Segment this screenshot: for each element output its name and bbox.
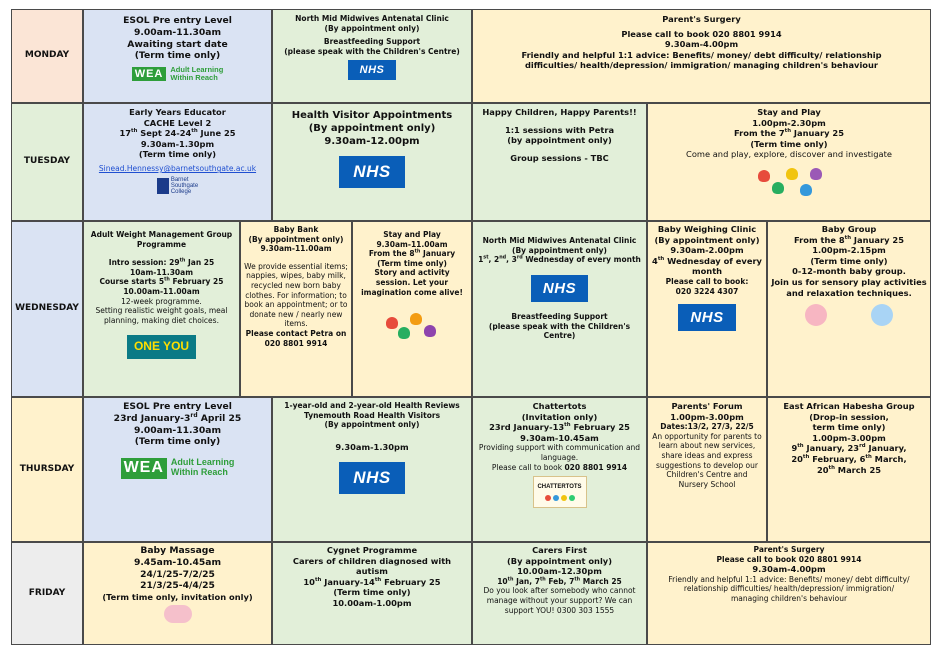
weight-intro-time: 10am-11.30am — [129, 267, 194, 277]
midwives-days: 1st, 2nd, 3rd Wednesday of every month — [478, 254, 641, 265]
chatter-book: Please call to book 020 8801 9914 — [491, 462, 628, 472]
habesha-dates-2: 20th February, 6th March, — [791, 454, 907, 465]
group-desc: Join us for sensory play activities and relaxation techniques. — [771, 277, 927, 298]
eye-course: CACHE Level 2 — [143, 117, 212, 128]
handprints-image — [384, 309, 440, 343]
cygnet-desc: Carers of children diagnosed with autism — [292, 555, 452, 577]
forum-dates: Dates:13/2, 27/3, 22/5 — [660, 422, 754, 432]
nhs-logo: NHS — [678, 304, 735, 331]
eye-email-link[interactable]: Sinead.Hennessy@barnetsouthgate.ac.uk — [98, 164, 257, 174]
midwives-monday-card — [272, 9, 472, 103]
wea-logo-mark: WEA — [132, 67, 167, 81]
esol-time: 9.00am-11.30am — [133, 26, 222, 38]
group-note: (Term time only) — [810, 255, 888, 266]
stay-from: From the 7th January 25 — [734, 128, 844, 139]
babies-image — [771, 304, 927, 331]
chattertots-logo — [533, 476, 587, 508]
day-label-tuesday — [11, 103, 83, 221]
baby-bank-card — [240, 221, 352, 397]
surgery-book: Please call to book 020 8801 9914 — [716, 554, 862, 564]
reviews-title: 1-year-old and 2-year-old Health Reviews — [284, 401, 460, 410]
weight-course-time: 10.00am-11.00am — [123, 286, 200, 296]
stay-desc: Story and activity session. Let your imagination come alive! — [361, 268, 463, 297]
day-text: WEDNESDAY — [15, 303, 79, 314]
stay-note: (Term time only) — [377, 258, 447, 268]
carers-dates: 10th Jan, 7th Feb, 7th March 25 — [497, 576, 622, 586]
handprint-icon — [800, 184, 812, 196]
handprint-icon — [398, 327, 410, 339]
baby-icon — [164, 605, 192, 623]
weight-weeks: 12-week programme. — [121, 296, 202, 306]
massage-note: (Term time only, invitation only) — [102, 592, 253, 603]
breastfeeding-note: (please speak with the Children's Centre) — [488, 321, 631, 341]
handprint-icon — [758, 170, 770, 182]
baby-icon — [805, 304, 827, 326]
stay-from: From the 8th January — [368, 248, 456, 259]
midwives-appt: (By appointment only) — [324, 23, 420, 33]
weighing-week: 4th Wednesday of every month — [652, 255, 762, 277]
barnet-logo-mark — [157, 178, 169, 194]
day-text: THURSDAY — [19, 463, 75, 474]
happy-group: Group sessions - TBC — [510, 152, 609, 163]
massage-dates-1: 24/1/25-7/2/25 — [140, 568, 215, 580]
midwives-title: North Mid Midwives Antenatal Clinic — [295, 14, 449, 23]
day-label-thursday — [11, 397, 83, 542]
hv-title: Health Visitor Appointments — [291, 110, 453, 121]
chatter-desc: Providing support with communication and language. — [478, 443, 641, 463]
parents-surgery-friday-card — [647, 542, 931, 645]
happy-line1: 1:1 sessions with Petra — [504, 124, 615, 135]
breastfeeding-title: Breastfeeding Support — [511, 311, 608, 321]
chattertots-card — [472, 397, 647, 542]
eye-note: (Term time only) — [138, 149, 217, 160]
group-time: 1.00pm-2.15pm — [812, 245, 886, 256]
surgery-title: Parent's Surgery — [662, 14, 741, 24]
massage-dates-2: 21/3/25-4/4/25 — [140, 580, 215, 592]
stay-time: 1.00pm-2.30pm — [752, 117, 826, 128]
forum-title: Parents' Forum — [671, 401, 743, 411]
hv-appt: (By appointment only) — [308, 122, 436, 134]
stay-title: Stay and Play — [757, 107, 821, 117]
eye-title: Early Years Educator — [129, 107, 226, 117]
health-visitor-card — [272, 103, 472, 221]
handprint-icon — [810, 168, 822, 180]
day-text: FRIDAY — [28, 587, 66, 598]
chatter-title: Chattertots — [532, 401, 587, 411]
bank-appt: (By appointment only) — [248, 234, 344, 244]
esol-note: (Term time only) — [134, 436, 221, 448]
surgery-advice: Friendly and helpful 1:1 advice: Benefits/ money/ debt difficulty/ relationship difficulties/ health/depression/ immigration/ managing children's behaviour — [668, 574, 910, 603]
forum-desc: An opportunity for parents to learn about new services, share ideas and express suggestions to develop our Children's Centre and Nursery School — [652, 431, 762, 489]
esol-status: Awaiting start date — [127, 38, 228, 50]
health-reviews-card — [272, 397, 472, 542]
stay-and-play-tuesday-card — [647, 103, 931, 221]
midwives-wednesday-card — [472, 221, 647, 397]
massage-title: Baby Massage — [140, 545, 215, 556]
bank-contact: Please contact Petra on 020 8801 9914 — [245, 328, 347, 348]
cygnet-title: Cygnet Programme — [326, 545, 418, 555]
weighing-appt: (By appointment only) — [654, 234, 760, 245]
surgery-time: 9.30am-4.00pm — [664, 39, 739, 50]
one-you-logo: ONE YOU — [127, 335, 196, 358]
baby-group-card — [767, 221, 931, 397]
handprints-image — [754, 164, 824, 202]
day-label-wednesday — [11, 221, 83, 397]
forum-time: 1.00pm-3.00pm — [670, 411, 744, 422]
chatter-time: 9.30am-10.45am — [520, 432, 599, 443]
carers-appt: (By appointment only) — [507, 555, 612, 566]
surgery-book: Please call to book 020 8801 9914 — [621, 28, 782, 39]
weight-intro: Intro session: 29th Jan 25 — [108, 257, 215, 268]
wea-logo-mark: WEA — [121, 458, 167, 478]
group-from: From the 8th January 25 — [794, 234, 904, 245]
surgery-advice: Friendly and helpful 1:1 advice: Benefits/ money/ debt difficulty/ relationship difficulties/ health/depression/ immigration/ managing children's behaviour — [521, 49, 882, 71]
group-age: 0-12-month baby group. — [792, 266, 906, 277]
barnet-logo-text: Barnet Southgate College — [170, 176, 199, 196]
baby-icon — [871, 304, 893, 326]
esol-title: ESOL Pre entry Level — [123, 401, 232, 412]
carers-time: 10.00am-12.30pm — [517, 566, 602, 577]
stay-title: Stay and Play — [383, 230, 441, 239]
eye-dates: 17th Sept 24-24th June 25 — [119, 128, 236, 139]
handprint-icon — [386, 317, 398, 329]
day-label-monday — [11, 9, 83, 103]
handprint-icon — [786, 168, 798, 180]
wea-line2: Within Reach — [170, 73, 218, 83]
wea-line1: Adult Learning — [170, 64, 224, 74]
cygnet-dates: 10th January-14th February 25 — [303, 576, 441, 587]
reviews-appt: (By appointment only) — [324, 420, 420, 430]
bank-time: 9.30am-11.00am — [260, 244, 332, 254]
baby-massage-image — [87, 605, 268, 628]
happy-children-card — [472, 103, 647, 221]
weight-course: Course starts 5th February 25 — [99, 276, 224, 287]
parents-surgery-monday-card — [472, 9, 931, 103]
cygnet-programme-card — [272, 542, 472, 645]
eye-time: 9.30am-1.30pm — [140, 138, 215, 149]
chatter-invite: (Invitation only) — [521, 411, 598, 422]
weighing-book: Please call to book: — [665, 277, 749, 287]
weighing-title: Baby Weighing Clinic — [657, 224, 757, 234]
habesha-drop: (Drop-in session, — [809, 411, 889, 422]
weight-desc: Setting realistic weight goals, meal planning, making diet choices. — [95, 306, 228, 325]
wea-logo — [132, 66, 224, 83]
esol-title: ESOL Pre entry Level — [123, 15, 232, 26]
bank-title: Baby Bank — [273, 225, 319, 234]
reviews-time: 9.30am-1.30pm — [335, 441, 409, 452]
reviews-sub: Tynemouth Road Health Visitors — [303, 410, 441, 420]
esol-note: (Term time only) — [134, 50, 221, 62]
nhs-logo: NHS — [531, 275, 588, 302]
surgery-time: 9.30am-4.00pm — [752, 564, 826, 575]
weighing-time: 9.30am-2.00pm — [670, 245, 744, 256]
barnet-southgate-logo — [157, 177, 198, 196]
breastfeeding-title: Breastfeeding Support — [323, 37, 421, 47]
chatter-dates: 23rd January-13th February 25 — [489, 422, 630, 433]
day-label-friday — [11, 542, 83, 645]
group-title: Baby Group — [821, 224, 877, 234]
carers-desc: Do you look after somebody who cannot manage without your support? We can support YOU! 0300 303 1555 — [483, 586, 636, 615]
handprint-icon — [410, 313, 422, 325]
habesha-term: term time only) — [812, 422, 886, 433]
day-text: TUESDAY — [23, 156, 71, 167]
weight-title: Adult Weight Management Group Programme — [90, 230, 233, 249]
carers-title: Carers First — [532, 545, 587, 555]
stay-note: (Term time only) — [750, 138, 828, 149]
habesha-dates-1: 9th January, 23rd January, — [791, 443, 907, 454]
handprint-icon — [772, 182, 784, 194]
wea-logo-text — [170, 66, 223, 83]
early-years-educator-card — [83, 103, 272, 221]
nhs-logo: NHS — [348, 60, 397, 80]
esol-thursday-card — [83, 397, 272, 542]
stay-time: 9.30am-11.00am — [376, 239, 448, 249]
happy-title: Happy Children, Happy Parents!! — [482, 107, 637, 117]
cygnet-time: 10.00am-1.00pm — [332, 598, 412, 609]
bank-desc: We provide essential items; nappies, wipes, baby milk, recycled new born baby clothes. For information; to book an appointment; or to donate new / nearly new items. — [244, 261, 348, 329]
happy-appt: (by appointment only) — [507, 135, 612, 146]
baby-weighing-card — [647, 221, 767, 397]
nhs-logo: NHS — [339, 156, 404, 188]
weighing-phone: 020 3224 4307 — [675, 286, 739, 296]
hv-time: 9.30am-12.00pm — [324, 135, 420, 147]
breastfeeding-note: (please speak with the Children's Centre) — [284, 46, 460, 56]
habesha-title: East African Habesha Group — [783, 401, 915, 411]
day-text: MONDAY — [24, 50, 70, 61]
carers-first-card — [472, 542, 647, 645]
chattertots-logo-dots — [545, 495, 575, 501]
wea-logo — [121, 458, 235, 478]
handprint-icon — [424, 325, 436, 337]
cygnet-note: (Term time only) — [333, 587, 411, 598]
esol-dates: 23rd January-3rd April 25 — [113, 411, 242, 424]
chattertots-logo-text: CHATTERTOTS — [537, 483, 582, 490]
wea-logo-text: Adult Learning Within Reach — [170, 457, 235, 478]
stay-and-play-wednesday-card — [352, 221, 472, 397]
surgery-title: Parent's Surgery — [753, 545, 825, 554]
midwives-appt: (By appointment only) — [512, 245, 607, 255]
massage-time: 9.45am-10.45am — [133, 556, 222, 568]
esol-monday-card — [83, 9, 272, 103]
habesha-time: 1.00pm-3.00pm — [812, 432, 886, 443]
adult-weight-card — [83, 221, 240, 397]
midwives-title: North Mid Midwives Antenatal Clinic — [482, 236, 637, 245]
esol-time: 9.00am-11.30am — [133, 424, 222, 436]
stay-desc: Come and play, explore, discover and investigate — [686, 149, 892, 160]
habesha-dates-3: 20th March 25 — [816, 464, 882, 475]
nhs-logo: NHS — [339, 462, 404, 494]
habesha-group-card — [767, 397, 931, 542]
baby-massage-card — [83, 542, 272, 645]
parents-forum-card — [647, 397, 767, 542]
